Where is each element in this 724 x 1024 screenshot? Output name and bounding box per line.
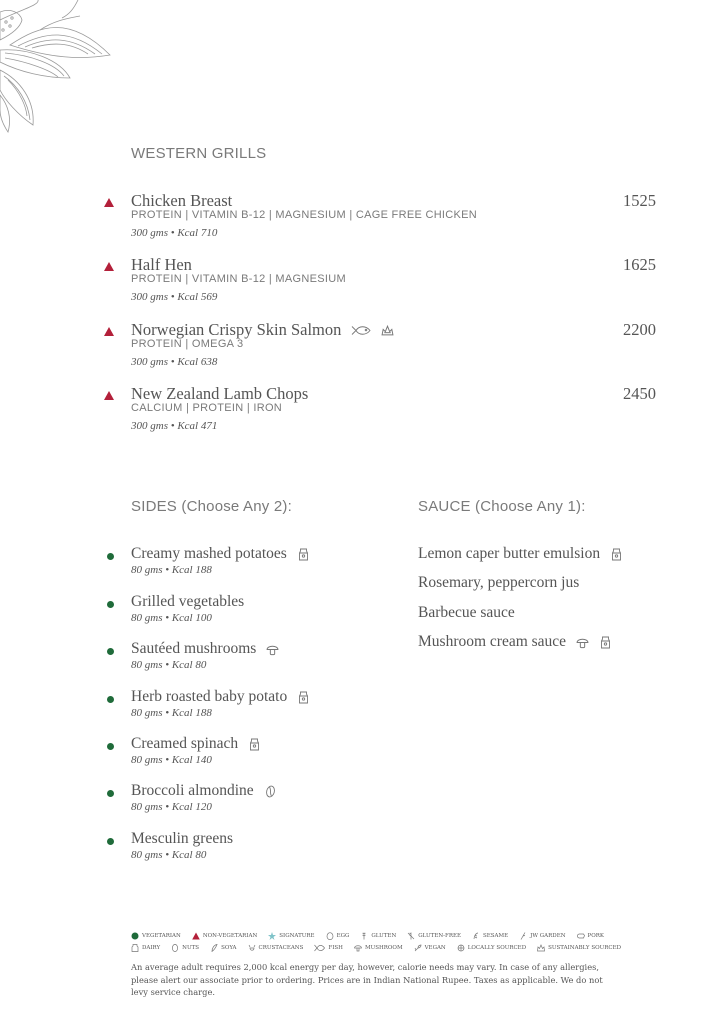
item-name: Mesculin greens: [131, 830, 234, 847]
dairy-icon: [297, 691, 310, 704]
item-nutrients: PROTEIN | VITAMIN B-12 | MAGNESIUM: [131, 273, 346, 285]
signature-icon: [268, 932, 276, 940]
vegetarian-marker-icon: [107, 648, 114, 655]
pork-icon: [577, 932, 585, 940]
nuts-icon: [264, 785, 277, 798]
legend-item: SOYA: [210, 944, 236, 952]
fish-icon: [314, 944, 325, 952]
legend-item: VEGAN: [414, 944, 446, 952]
non-vegetarian-marker-icon: [104, 198, 114, 207]
item-portion: 80 gms • Kcal 120: [131, 801, 212, 813]
item-portion: 300 gms • Kcal 638: [131, 356, 218, 368]
item-name: Half Hen: [131, 255, 192, 274]
vegetarian-marker-icon: [107, 553, 114, 560]
item-name: Barbecue sauce: [418, 604, 515, 621]
nuts-icon: [171, 944, 179, 952]
vegetarian-icon: [131, 932, 139, 940]
legend-item: CRUSTACEANS: [248, 944, 304, 952]
non-vegetarian-marker-icon: [104, 327, 114, 336]
vegetarian-marker-icon: [107, 838, 114, 845]
sauce-item[interactable]: [418, 574, 579, 592]
item-name: Creamy mashed potatoes: [131, 545, 287, 562]
section-title-sides: SIDES (Choose Any 2):: [131, 498, 292, 515]
locally-sourced-icon: [457, 944, 465, 952]
item-name: Sautéed mushrooms: [131, 640, 257, 657]
item-portion: 300 gms • Kcal 710: [131, 227, 218, 239]
item-nutrients: CALCIUM | PROTEIN | IRON: [131, 402, 283, 414]
non-vegetarian-icon: [192, 932, 200, 940]
legend-item: SESAME: [472, 932, 508, 940]
vegetarian-marker-icon: [107, 743, 114, 750]
item-name: Rosemary, peppercorn jus: [418, 574, 580, 591]
item-nutrients: PROTEIN | OMEGA 3: [131, 338, 244, 350]
jw-garden-icon: [519, 932, 527, 940]
dairy-icon: [610, 548, 623, 561]
egg-icon: [326, 932, 334, 940]
mushroom-icon: [576, 636, 589, 649]
item-price: 2450: [623, 384, 656, 403]
item-price: 1625: [623, 255, 656, 274]
sustainably-sourced-icon: [537, 944, 545, 952]
non-vegetarian-marker-icon: [104, 391, 114, 400]
item-name: New Zealand Lamb Chops: [131, 384, 309, 403]
item-name: Herb roasted baby potato: [131, 688, 288, 705]
gluten-icon: [360, 932, 368, 940]
mushroom-icon: [354, 944, 362, 952]
item-price: 2200: [623, 320, 656, 339]
legend-item: NON-VEGETARIAN: [192, 932, 257, 940]
legend-item: SIGNATURE: [268, 932, 314, 940]
fish-icon: [351, 324, 371, 337]
legend-item: FISH: [314, 944, 343, 952]
vegetarian-marker-icon: [107, 790, 114, 797]
item-price: 1525: [623, 191, 656, 210]
vegan-icon: [414, 944, 422, 952]
legend-item: JW GARDEN: [519, 932, 565, 940]
item-portion: 80 gms • Kcal 188: [131, 564, 212, 576]
non-vegetarian-marker-icon: [104, 262, 114, 271]
legend-item: EGG: [326, 932, 350, 940]
item-name: Broccoli almondine: [131, 782, 254, 799]
item-portion: 80 gms • Kcal 80: [131, 849, 207, 861]
dairy-icon: [599, 636, 612, 649]
legend-row-2: [131, 942, 631, 954]
item-name: Mushroom cream sauce: [418, 633, 567, 650]
soya-icon: [210, 944, 218, 952]
item-portion: 80 gms • Kcal 80: [131, 659, 207, 671]
legend-item: SUSTAINABLY SOURCED: [537, 944, 621, 952]
legend-item: VEGETARIAN: [131, 932, 181, 940]
item-name: Chicken Breast: [131, 191, 233, 210]
legend-item: GLUTEN-FREE: [407, 932, 461, 940]
vegetarian-marker-icon: [107, 696, 114, 703]
legend-item: MUSHROOM: [354, 944, 403, 952]
disclaimer-text: An average adult requires 2,000 kcal energy per day, however, calorie needs may vary. In case of any allergies, please alert our associate prior to ordering. Prices are in Indian National Rupee. Taxes as applicable. We do not levy service charge.: [131, 962, 603, 997]
crustaceans-icon: [248, 944, 256, 952]
sauce-item[interactable]: [418, 604, 515, 622]
legend-item: PORK: [577, 932, 604, 940]
legend-row-1: [131, 930, 631, 942]
item-portion: 80 gms • Kcal 100: [131, 612, 212, 624]
item-portion: 300 gms • Kcal 471: [131, 420, 218, 432]
section-title-sauce: SAUCE (Choose Any 1):: [418, 498, 586, 515]
legend-item: DAIRY: [131, 944, 160, 952]
item-portion: 80 gms • Kcal 188: [131, 707, 212, 719]
sustainably-sourced-icon: [381, 324, 394, 337]
item-name: Creamed spinach: [131, 735, 239, 752]
item-portion: 300 gms • Kcal 569: [131, 291, 218, 303]
legend-item: NUTS: [171, 944, 199, 952]
lotus-illustration: [0, 0, 120, 140]
dietary-legend: [131, 930, 631, 954]
item-name: Lemon caper butter emulsion: [418, 545, 601, 562]
section-title-western-grills: WESTERN GRILLS: [131, 145, 267, 162]
gluten-free-icon: [407, 932, 415, 940]
legend-item: GLUTEN: [360, 932, 396, 940]
dairy-icon: [297, 548, 310, 561]
legend-item: LOCALLY SOURCED: [457, 944, 526, 952]
item-portion: 80 gms • Kcal 140: [131, 754, 212, 766]
vegetarian-marker-icon: [107, 601, 114, 608]
sauce-item[interactable]: [418, 633, 612, 651]
dairy-icon: [248, 738, 261, 751]
item-name: Grilled vegetables: [131, 593, 245, 610]
sesame-icon: [472, 932, 480, 940]
mushroom-icon: [266, 643, 279, 656]
item-name: Norwegian Crispy Skin Salmon: [131, 320, 342, 339]
dairy-icon: [131, 944, 139, 952]
item-nutrients: PROTEIN | VITAMIN B-12 | MAGNESIUM | CAGE FREE CHICKEN: [131, 209, 478, 221]
sauce-item[interactable]: [418, 545, 623, 563]
